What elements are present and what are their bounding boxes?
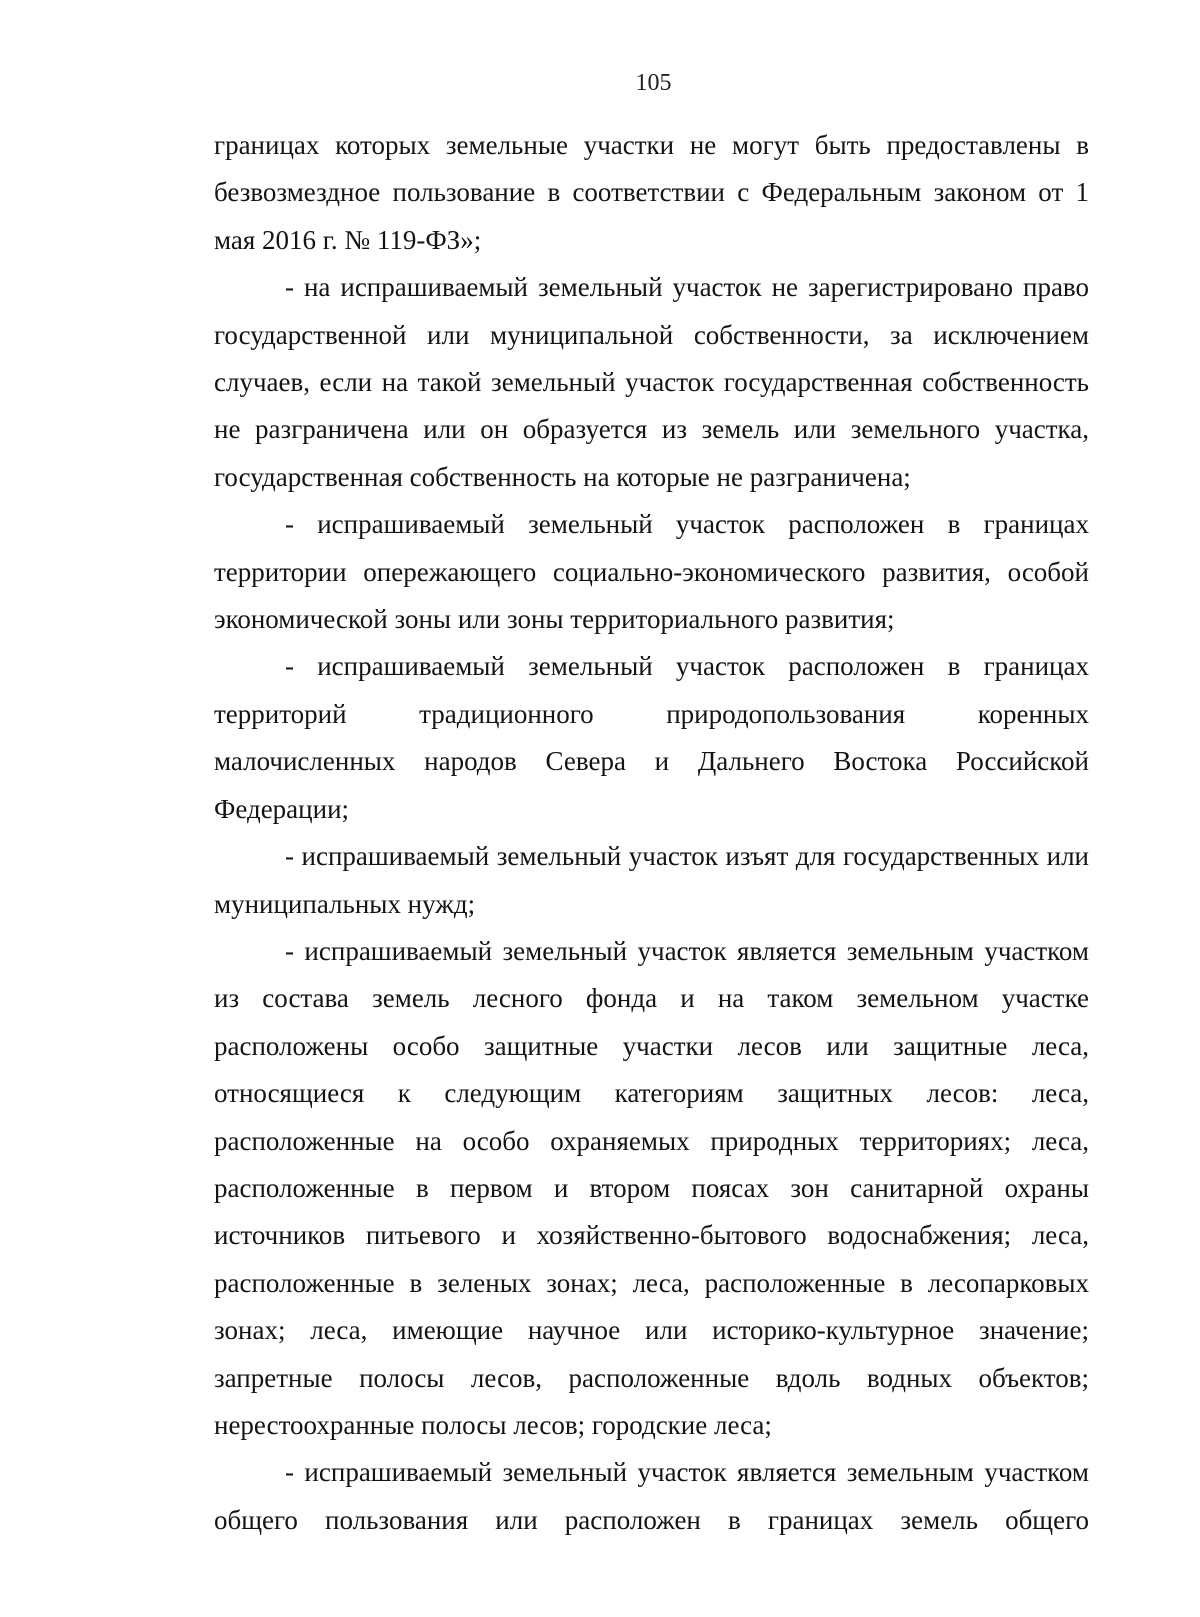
text-line: безвозмездное пользование в соответствии с Федеральным законом от 1 [214,177,1089,208]
text-line: из состава земель лесного фонда и на таком земельном участке [214,983,1089,1014]
page-number: 105 [635,70,672,96]
text-line: Федерации; [214,793,350,824]
text-line: расположенные на особо охраняемых природных территориях; леса, [214,1125,1089,1156]
text-line: - на испрашиваемый земельный участок не зарегистрировано право [285,272,1089,303]
text-line: нерестоохранные полосы лесов; городские леса; [214,1409,772,1440]
text-line: расположенные в зеленых зонах; леса, расположенные в лесопарковых [214,1267,1089,1298]
text-line: - испрашиваемый земельный участок является земельным участком [285,935,1089,966]
text-line: территории опережающего социально-экономического развития, особой [214,556,1089,587]
text-line: экономической зоны или зоны территориального развития; [214,604,895,635]
text-line: - испрашиваемый земельный участок изъят для государственных или [285,841,1089,872]
text-line: расположенные в первом и втором поясах зон санитарной охраны [214,1172,1089,1203]
paragraph-forest-fund-lands [214,928,1089,1449]
text-line: - испрашиваемый земельный участок расположен в границах [285,509,1089,540]
text-line: малочисленных народов Севера и Дальнего Востока Российской [214,746,1089,777]
text-line: границах которых земельные участки не могут быть предоставлены в [214,130,1089,160]
text-line: общего пользования или расположен в границах земель общего [214,1504,1089,1535]
text-line: мая 2016 г. № 119-ФЗ»; [214,224,482,255]
text-line: случаев, если на такой земельный участок государственная собственность [214,367,1089,398]
paragraph-continuation [214,122,1089,264]
text-line: - испрашиваемый земельный участок является земельным участком [285,1457,1089,1488]
text-line: - испрашиваемый земельный участок расположен в границах [285,651,1089,682]
text-line: государственная собственность на которые не разграничена; [214,461,911,492]
paragraph-withdrawn-for-needs [214,833,1089,928]
text-line: государственной или муниципальной собственности, за исключением [214,319,1089,350]
text-line: относящиеся к следующим категориям защитных лесов: леса, [214,1078,1089,1109]
text-line: запретные полосы лесов, расположенные вдоль водных объектов; [214,1362,1089,1393]
paragraph-traditional-nature-use [214,643,1089,833]
text-line: не разграничена или он образуется из земель или земельного участка, [214,414,1089,445]
text-line: зонах; леса, имеющие научное или историко-культурное значение; [214,1315,1089,1346]
document-body [214,122,1089,1544]
paragraph-public-use-land [214,1449,1089,1544]
paragraph-advanced-development-territory [214,501,1089,643]
paragraph-not-registered-right [214,264,1089,501]
text-line: источников питьевого и хозяйственно-бытового водоснабжения; леса, [214,1220,1089,1251]
text-line: муниципальных нужд; [214,888,476,919]
text-line: расположены особо защитные участки лесов или защитные леса, [214,1030,1089,1061]
text-line: территорий традиционного природопользования коренных [214,698,1089,729]
